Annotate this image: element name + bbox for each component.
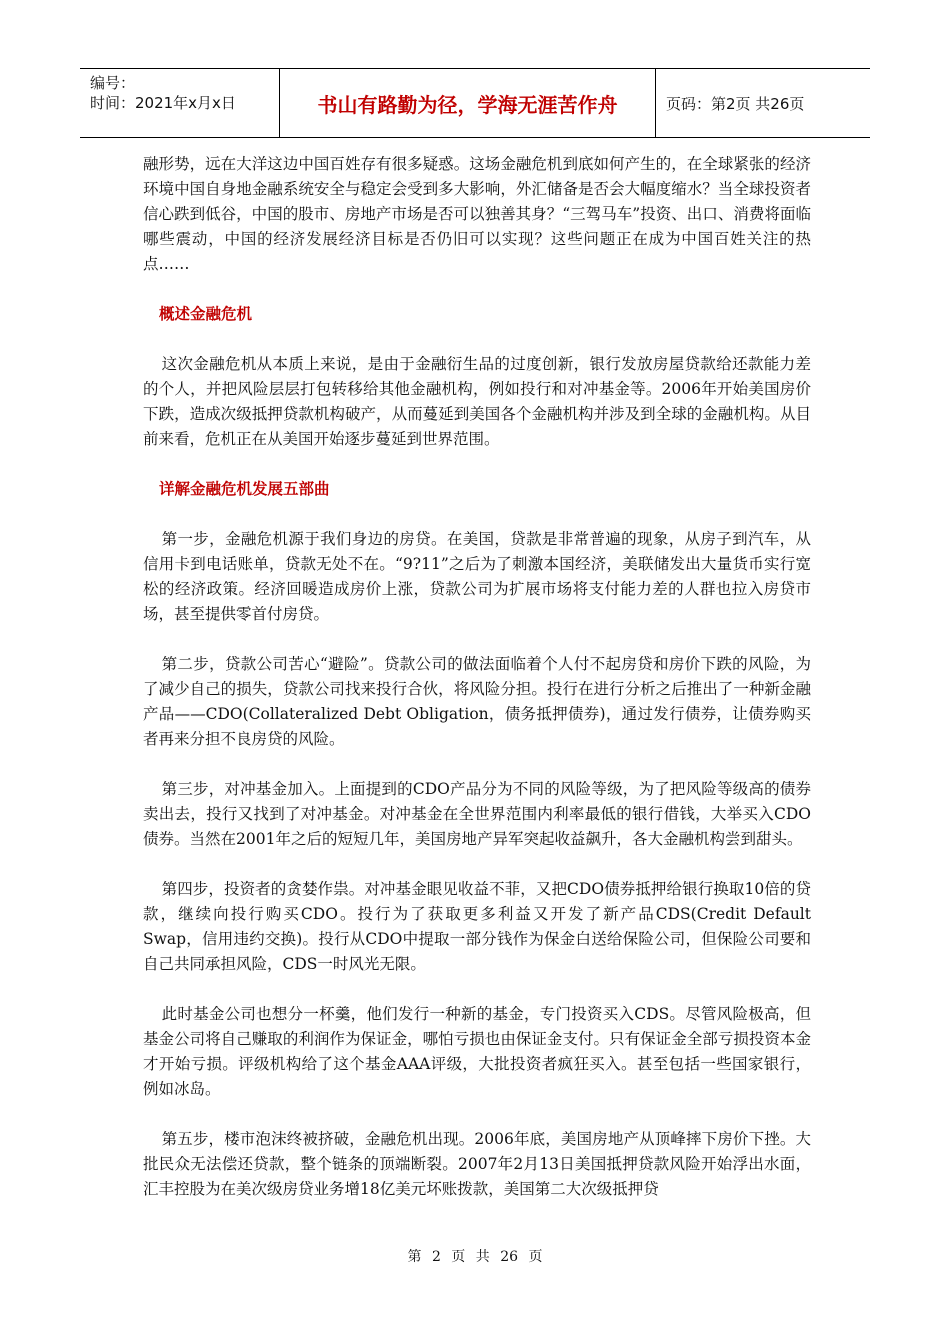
overview-paragraph: 这次金融危机从本质上来说，是由于金融衍生品的过度创新，银行发放房屋贷款给还款能力差的个人，并把风险层层打包转移给其他金融机构，例如投行和对冲基金等。2006年开始美国房价下跌，造成次级抵押贷款机构破产，从而蔓延到美国各个金融机构并涉及到全球的金融机构。从目前来看，危机正在从美国开始逐步蔓延到世界范围。	[143, 355, 811, 448]
step2-paragraph: 第二步，贷款公司苦心“避险”。贷款公司的做法面临着个人付不起房贷和房价下跌的风险，为了减少自己的损失，贷款公司找来投行合伙，将风险分担。投行在进行分析之后推出了一种新金融产品——CDO(Collateralized Debt Obligation，债务抵押债券)，通过发行债券，让债券购买者再来分担不良房贷的风险。	[143, 655, 811, 748]
fund-paragraph: 此时基金公司也想分一杯羹，他们发行一种新的基金，专门投资买入CDS。尽管风险极高，但基金公司将自己赚取的利润作为保证金，哪怕亏损也由保证金支付。只有保证金全部亏损投资本金才开始亏损。评级机构给了这个基金AAA评级，大批投资者疯狂买入。甚至包括一些国家银行，例如冰岛。	[143, 1005, 811, 1098]
page-header	[80, 68, 870, 138]
step3-paragraph: 第三步，对冲基金加入。上面提到的CDO产品分为不同的风险等级，为了把风险等级高的债券卖出去，投行又找到了对冲基金。对冲基金在全世界范围内利率最低的银行借钱，大举买入CDO债券。当然在2001年之后的短短几年，美国房地产异军突起收益飙升，各大金融机构尝到甜头。	[143, 780, 811, 848]
header-page-info: 页码：第2页 共26页	[666, 94, 805, 113]
step4-paragraph: 第四步，投资者的贪婪作祟。对冲基金眼见收益不菲，又把CDO债券抵押给银行换取10倍的贷款，继续向投行购买CDO。投行为了获取更多利益又开发了新产品CDS(Credit Default Swap，信用违约交换)。投行从CDO中提取一部分钱作为保金白送给保险公司，但保险公司要和自己共同承担风险，CDS一时风光无限。	[143, 880, 811, 973]
page-footer: 第 2 页 共 26 页	[407, 1249, 543, 1265]
step1-paragraph: 第一步，金融危机源于我们身边的房贷。在美国，贷款是非常普遍的现象，从房子到汽车，从信用卡到电话账单，贷款无处不在。“9?11”之后为了刺激本国经济，美联储发出大量货币实行宽松的经济政策。经济回暖造成房价上涨，贷款公司为扩展市场将支付能力差的人群也拉入房贷市场，甚至提供零首付房贷。	[143, 530, 811, 623]
intro-paragraph: 融形势，远在大洋这边中国百姓存有很多疑惑。这场金融危机到底如何产生的，在全球紧张的经济环境中国自身地金融系统安全与稳定会受到多大影响，外汇储备是否会大幅度缩水？当全球投资者信心跌到低谷，中国的股市、房地产市场是否可以独善其身？“三驾马车”投资、出口、消费将面临哪些震动，中国的经济发展经济目标是否仍旧可以实现？这些问题正在成为中国百姓关注的热点……	[143, 155, 811, 273]
document-time-label: 时间：2021年x月x日	[90, 94, 236, 112]
section-heading-steps: 详解金融危机发展五部曲	[159, 480, 330, 498]
step5-paragraph: 第五步，楼市泡沫终被挤破，金融危机出现。2006年底，美国房地产从顶峰摔下房价下挫。大批民众无法偿还贷款，整个链条的顶端断裂。2007年2月13日美国抵押贷款风险开始浮出水面，汇丰控股为在美次级房贷业务增18亿美元坏账拨款，美国第二大次级抵押贷	[143, 1130, 811, 1198]
document-number-label: 编号：	[90, 74, 136, 92]
header-motto: 书山有路勤为径，学海无涯苦作舟	[280, 69, 656, 137]
header-meta	[80, 69, 280, 137]
section-heading-overview: 概述金融危机	[159, 305, 253, 323]
document-body	[143, 152, 811, 1227]
